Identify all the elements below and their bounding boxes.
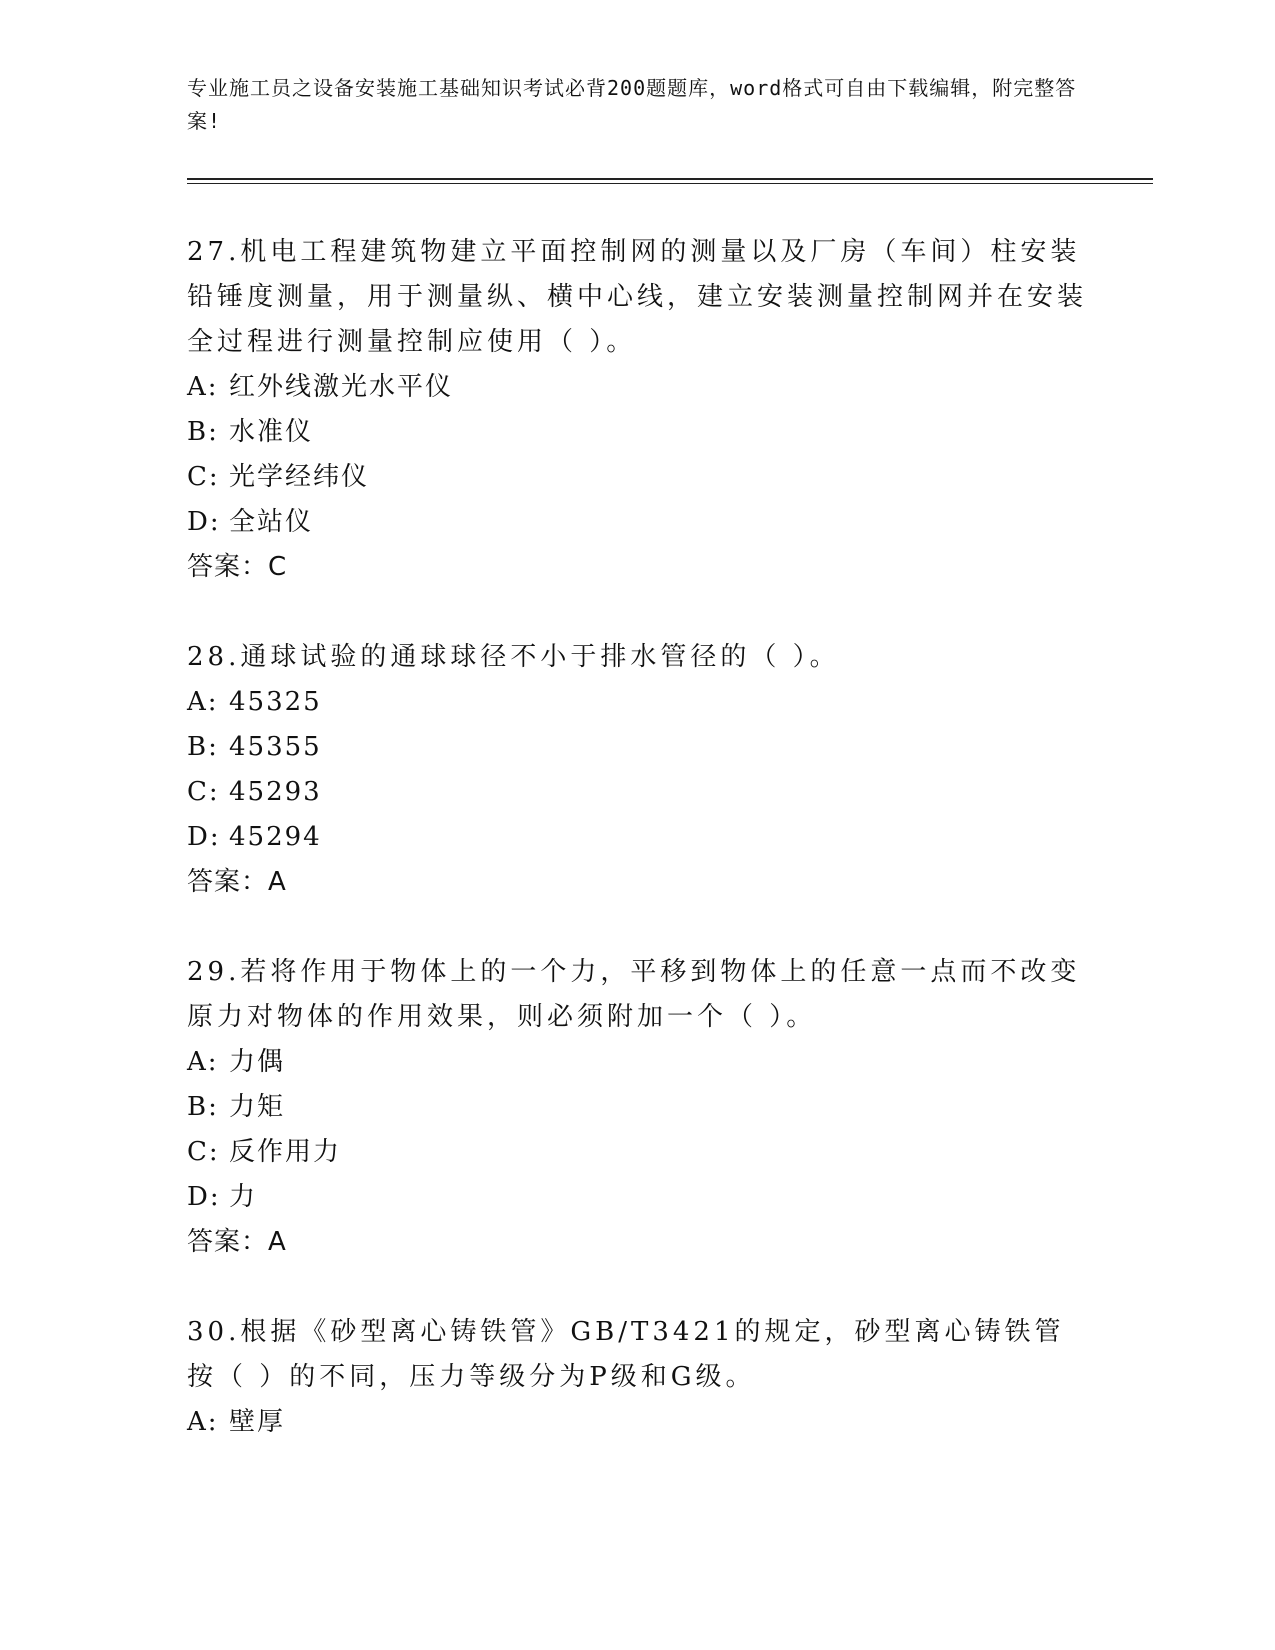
- option-text: 全站仪: [229, 507, 314, 537]
- option-b: [187, 1085, 1087, 1130]
- option-letter: B:: [187, 732, 219, 762]
- question-29: [187, 950, 1087, 1265]
- answer-label: 答案：: [187, 867, 269, 897]
- option-letter: D:: [187, 822, 221, 852]
- option-d: [187, 1175, 1087, 1220]
- option-a: [187, 1400, 1087, 1445]
- option-a: [187, 1040, 1087, 1085]
- option-text: 力: [229, 1182, 258, 1212]
- option-text: 力矩: [229, 1092, 286, 1122]
- question-stem: 29.若将作用于物体上的一个力，平移到物体上的任意一点而不改变原力对物体的作用效果，则必须附加一个（ ）。: [187, 957, 1081, 1032]
- option-letter: D:: [187, 1182, 221, 1212]
- option-b: [187, 410, 1087, 455]
- answer-label: 答案：: [187, 1227, 269, 1257]
- option-letter: C:: [187, 1137, 220, 1167]
- option-a: [187, 365, 1087, 410]
- option-text: 红外线激光水平仪: [229, 372, 454, 402]
- document-header: [187, 72, 1087, 138]
- option-text: 水准仪: [229, 417, 314, 447]
- option-c: [187, 1130, 1087, 1175]
- question-stem: 28.通球试验的通球球径不小于排水管径的（ ）。: [187, 642, 840, 672]
- header-divider-thick: [187, 178, 1153, 180]
- answer-value: A: [268, 867, 287, 897]
- option-d: [187, 815, 1087, 860]
- option-letter: C:: [187, 777, 220, 807]
- option-a: [187, 680, 1087, 725]
- option-text: 45355: [229, 732, 322, 762]
- question-stem: 27.机电工程建筑物建立平面控制网的测量以及厂房（车间）柱安装铅锤度测量，用于测量纵、横中心线，建立安装测量控制网并在安装全过程进行测量控制应使用（ ）。: [187, 237, 1088, 357]
- answer-value: C: [268, 552, 288, 582]
- question-stem: 30.根据《砂型离心铸铁管》GB/T3421的规定，砂型离心铸铁管按（ ）的不同，压力等级分为P级和G级。: [187, 1317, 1065, 1392]
- option-letter: D:: [187, 507, 221, 537]
- option-letter: B:: [187, 1092, 219, 1122]
- question-30: [187, 1310, 1087, 1445]
- question-28: [187, 635, 1087, 905]
- option-letter: A:: [187, 687, 219, 717]
- option-text: 光学经纬仪: [229, 462, 370, 492]
- answer-line: [187, 1220, 1087, 1265]
- option-text: 反作用力: [229, 1137, 342, 1167]
- option-text: 45293: [229, 777, 322, 807]
- option-d: [187, 500, 1087, 545]
- answer-line: [187, 860, 1087, 905]
- answer-line: [187, 545, 1087, 590]
- question-list: [187, 230, 1087, 1490]
- option-text: 壁厚: [229, 1407, 286, 1437]
- option-letter: A:: [187, 1407, 219, 1437]
- answer-label: 答案：: [187, 552, 269, 582]
- option-letter: B:: [187, 417, 219, 447]
- option-b: [187, 725, 1087, 770]
- header-title: 专业施工员之设备安装施工基础知识考试必背200题题库，word格式可自由下载编辑，附完整答案!: [187, 76, 1077, 133]
- option-c: [187, 770, 1087, 815]
- option-letter: C:: [187, 462, 220, 492]
- option-text: 45325: [229, 687, 322, 717]
- option-letter: A:: [187, 1047, 219, 1077]
- option-text: 力偶: [229, 1047, 286, 1077]
- option-c: [187, 455, 1087, 500]
- answer-value: A: [268, 1227, 287, 1257]
- option-letter: A:: [187, 372, 219, 402]
- question-27: [187, 230, 1087, 590]
- header-divider-thin: [187, 183, 1153, 184]
- option-text: 45294: [229, 822, 322, 852]
